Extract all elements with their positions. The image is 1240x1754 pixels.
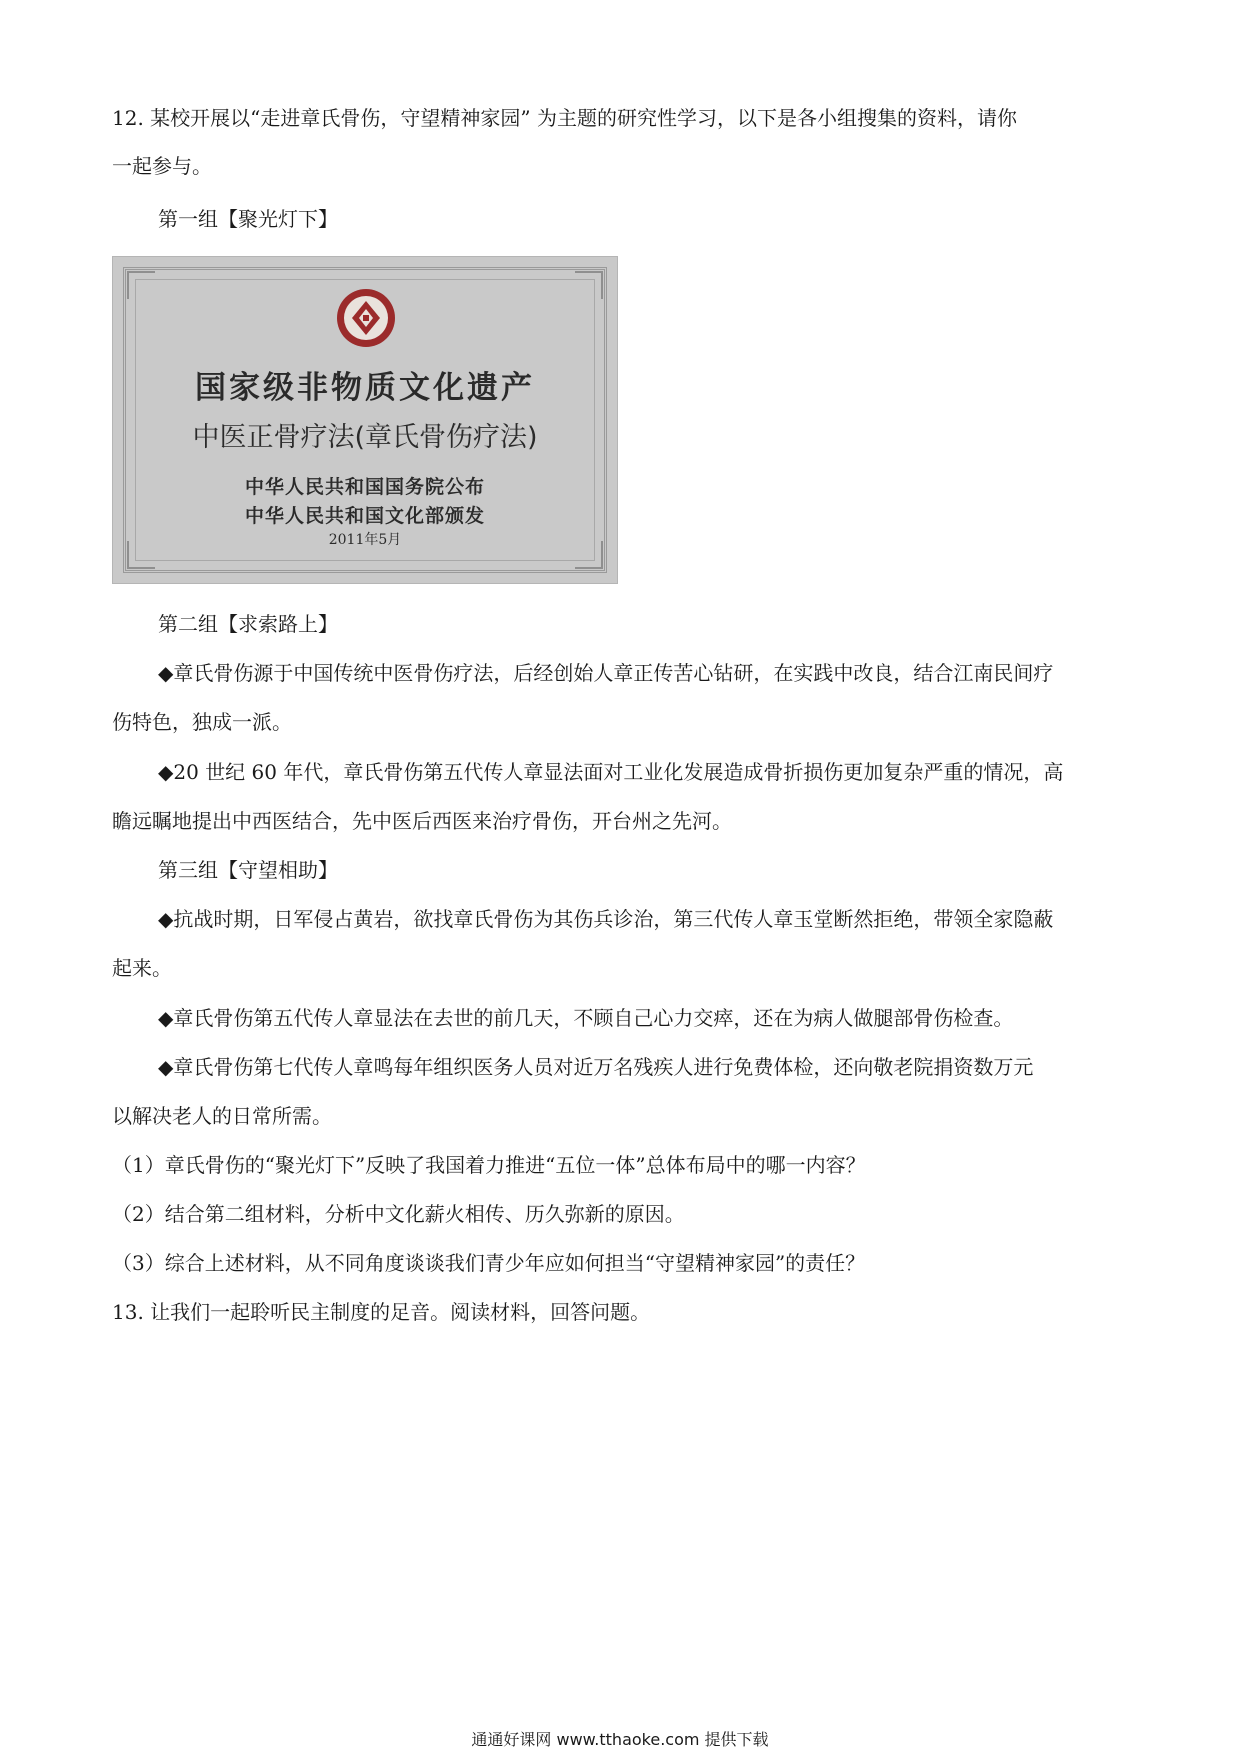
- question-13-stem: 13. 让我们一起聆听民主制度的足音。阅读材料，回答问题。: [112, 1300, 651, 1324]
- group2-item2-line2: 瞻远瞩地提出中西医结合，先中医后西医来治疗骨伤，开台州之先河。: [112, 809, 732, 833]
- question-12-stem-line1: 12. 某校开展以“走进章氏骨伤，守望精神家园” 为主题的研究性学习，以下是各小组搜集的资料，请你: [112, 106, 1017, 130]
- question-12-part2: （2）结合第二组材料，分析中文化薪火相传、历久弥新的原因。: [112, 1202, 685, 1226]
- question-12-part3: （3）综合上述材料，从不同角度谈谈我们青少年应如何担当“守望精神家园”的责任？: [112, 1251, 866, 1275]
- group2-heading: 第二组【求索路上】: [158, 612, 338, 636]
- group2-item1-line2: 伤特色，独成一派。: [112, 710, 292, 734]
- page-footer: 通通好课网 www.tthaoke.com 提供下载: [471, 1730, 769, 1749]
- plaque-title: 国家级非物质文化遗产: [195, 370, 535, 406]
- group3-heading: 第三组【守望相助】: [158, 858, 338, 882]
- heritage-plaque-image: [112, 256, 618, 584]
- group3-item3-line2: 以解决老人的日常所需。: [112, 1104, 332, 1128]
- group3-item1-line2: 起来。: [112, 956, 172, 980]
- group1-heading: 第一组【聚光灯下】: [158, 207, 338, 231]
- plaque-date: 2011年5月: [328, 532, 402, 548]
- group2-item1-line1: ◆章氏骨伤源于中国传统中医骨伤疗法，后经创始人章正传苦心钻研，在实践中改良，结合江南民间疗: [158, 661, 1054, 685]
- plaque-publisher: 中华人民共和国国务院公布: [244, 476, 485, 498]
- plaque-subtitle: 中医正骨疗法(章氏骨伤疗法): [192, 422, 538, 453]
- group2-item2-line1: ◆20 世纪 60 年代，章氏骨伤第五代传人章显法面对工业化发展造成骨折损伤更加复杂严重的情况，高: [158, 760, 1064, 784]
- group3-item3-line1: ◆章氏骨伤第七代传人章鸣每年组织医务人员对近万名残疾人进行免费体检，还向敬老院捐资数万元: [158, 1055, 1034, 1079]
- group3-item1-line1: ◆抗战时期，日军侵占黄岩，欲找章氏骨伤为其伤兵诊治，第三代传人章玉堂断然拒绝，带领全家隐蔽: [158, 907, 1054, 931]
- group3-item2-line1: ◆章氏骨伤第五代传人章显法在去世的前几天，不顾自己心力交瘁，还在为病人做腿部骨伤检查。: [158, 1006, 1014, 1030]
- plaque-issuer: 中华人民共和国文化部颁发: [244, 505, 485, 527]
- question-12-stem-line2: 一起参与。: [112, 154, 212, 178]
- heritage-emblem-icon: [335, 287, 397, 349]
- question-12-part1: （1）章氏骨伤的“聚光灯下”反映了我国着力推进“五位一体”总体布局中的哪一内容？: [112, 1153, 866, 1177]
